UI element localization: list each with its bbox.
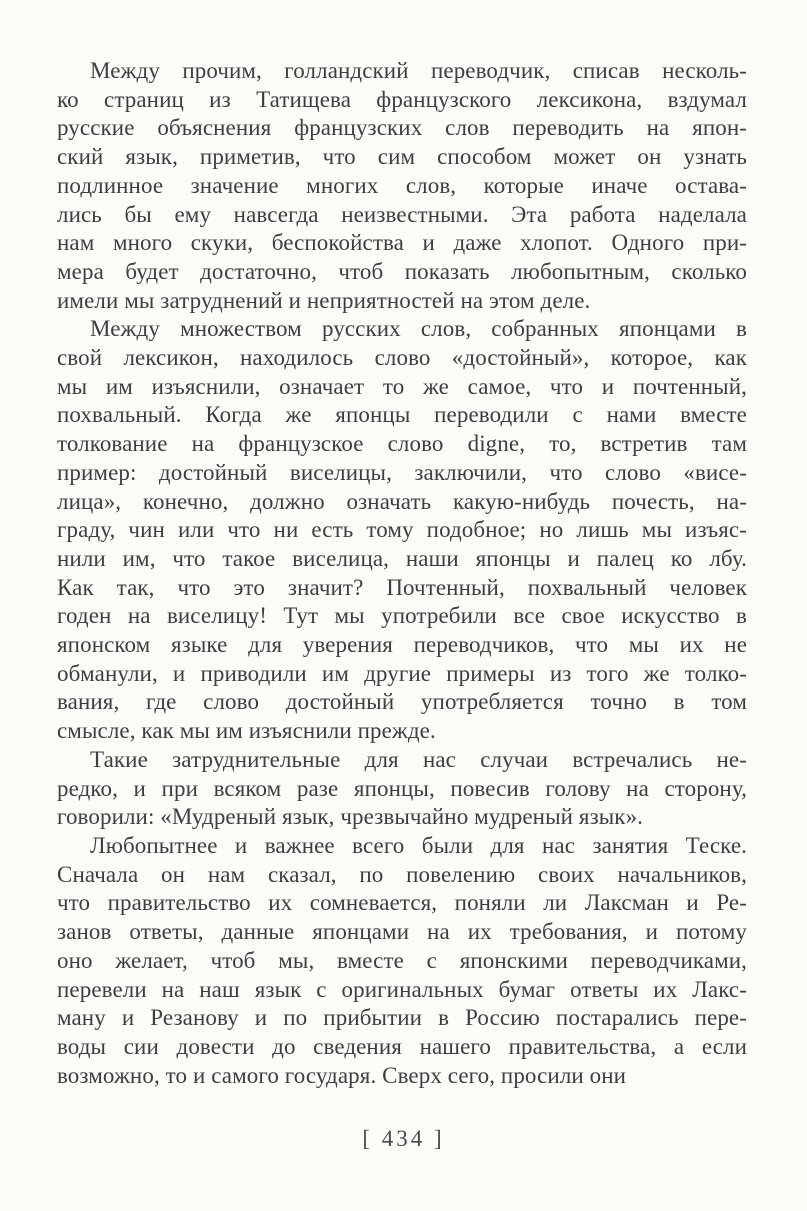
text-line: пример: достойный виселицы, заключили, что слово «висе- [57,459,747,485]
text-line: ману и Резанову и по прибытии в Россию постарались пере- [57,1005,747,1031]
paragraph [57,832,747,1090]
text-line: оно желает, чтоб мы, вместе с японскими переводчиками, [57,947,747,973]
text-line: вания, где слово достойный употребляется точно в том [57,689,747,715]
text-line: возможно, то и самого государя. Сверх сего, просили они [57,1062,627,1088]
text-line: Между прочим, голландский переводчик, списав несколь- [90,58,747,83]
text-line: мера будет достаточно, чтоб показать любопытным, сколько [57,258,747,284]
page-number: [ 434 ] [362,1126,445,1151]
text-line: японском языке для уверения переводчиков, что мы их не [57,632,747,658]
text-line: воды сии довести до сведения нашего правительства, а если [57,1033,747,1059]
text-line: нили им, что такое виселица, наши японцы и палец ко лбу. [57,545,747,571]
text-line: Сначала он нам сказал, по повелению своих начальников, [57,861,747,887]
text-line: смысле, как мы им изъяснили прежде. [57,718,436,744]
text-line: похвальный. Когда же японцы переводили с нами вместе [57,402,747,428]
text-line: говорили: «Мудреный язык, чрезвычайно мудреный язык». [57,804,644,830]
text-line: ский язык, приметив, что сим способом может он узнать [57,144,747,170]
paragraph [57,57,747,315]
text-line: что правительство их сомневается, поняли ли Лаксман и Ре- [57,890,747,916]
text-line: толкование на французское слово digne, то, встретив там [57,431,747,457]
page-text [57,57,747,1090]
text-line: перевели на наш язык с оригинальных бумаг ответы их Лакс- [57,976,747,1002]
paragraph [57,315,747,746]
text-line: редко, и при всяком разе японцы, повесив голову на сторону, [57,775,747,801]
text-line: ко страниц из Татищева французского лексикона, вздумал [57,86,747,112]
text-line: Как так, что это значит? Почтенный, похвальный человек [57,574,747,600]
text-line: русские объяснения французских слов переводить на япон- [57,115,747,141]
text-line: имели мы затруднений и неприятностей на этом деле. [57,287,591,313]
text-line: обманули, и приводили им другие примеры из того же толко- [57,660,747,686]
text-line: нам много скуки, беспокойства и даже хлопот. Одного при- [57,230,747,256]
text-line: лись бы ему навсегда неизвестными. Эта работа наделала [57,201,747,227]
text-line: годен на виселицу! Тут мы употребили все свое искусство в [57,603,747,629]
text-line: подлинное значение многих слов, которые иначе остава- [57,172,747,198]
paragraph [57,746,747,832]
text-line: лица», конечно, должно означать какую-нибудь почесть, на- [57,488,747,514]
text-line: Любопытнее и важнее всего были для нас занятия Теске. [90,832,747,858]
text-line: граду, чин или что ни есть тому подобное; но лишь мы изъяс- [57,517,747,543]
text-line: занов ответы, данные японцами на их требования, и потому [57,919,747,945]
text-line: Между множеством русских слов, собранных японцами в [90,316,747,342]
text-line: свой лексикон, находилось слово «достойный», которое, как [57,345,747,371]
text-line: мы им изъяснили, означает то же самое, что и почтенный, [57,373,747,399]
text-line: Такие затруднительные для нас случаи встречались не- [90,746,747,772]
